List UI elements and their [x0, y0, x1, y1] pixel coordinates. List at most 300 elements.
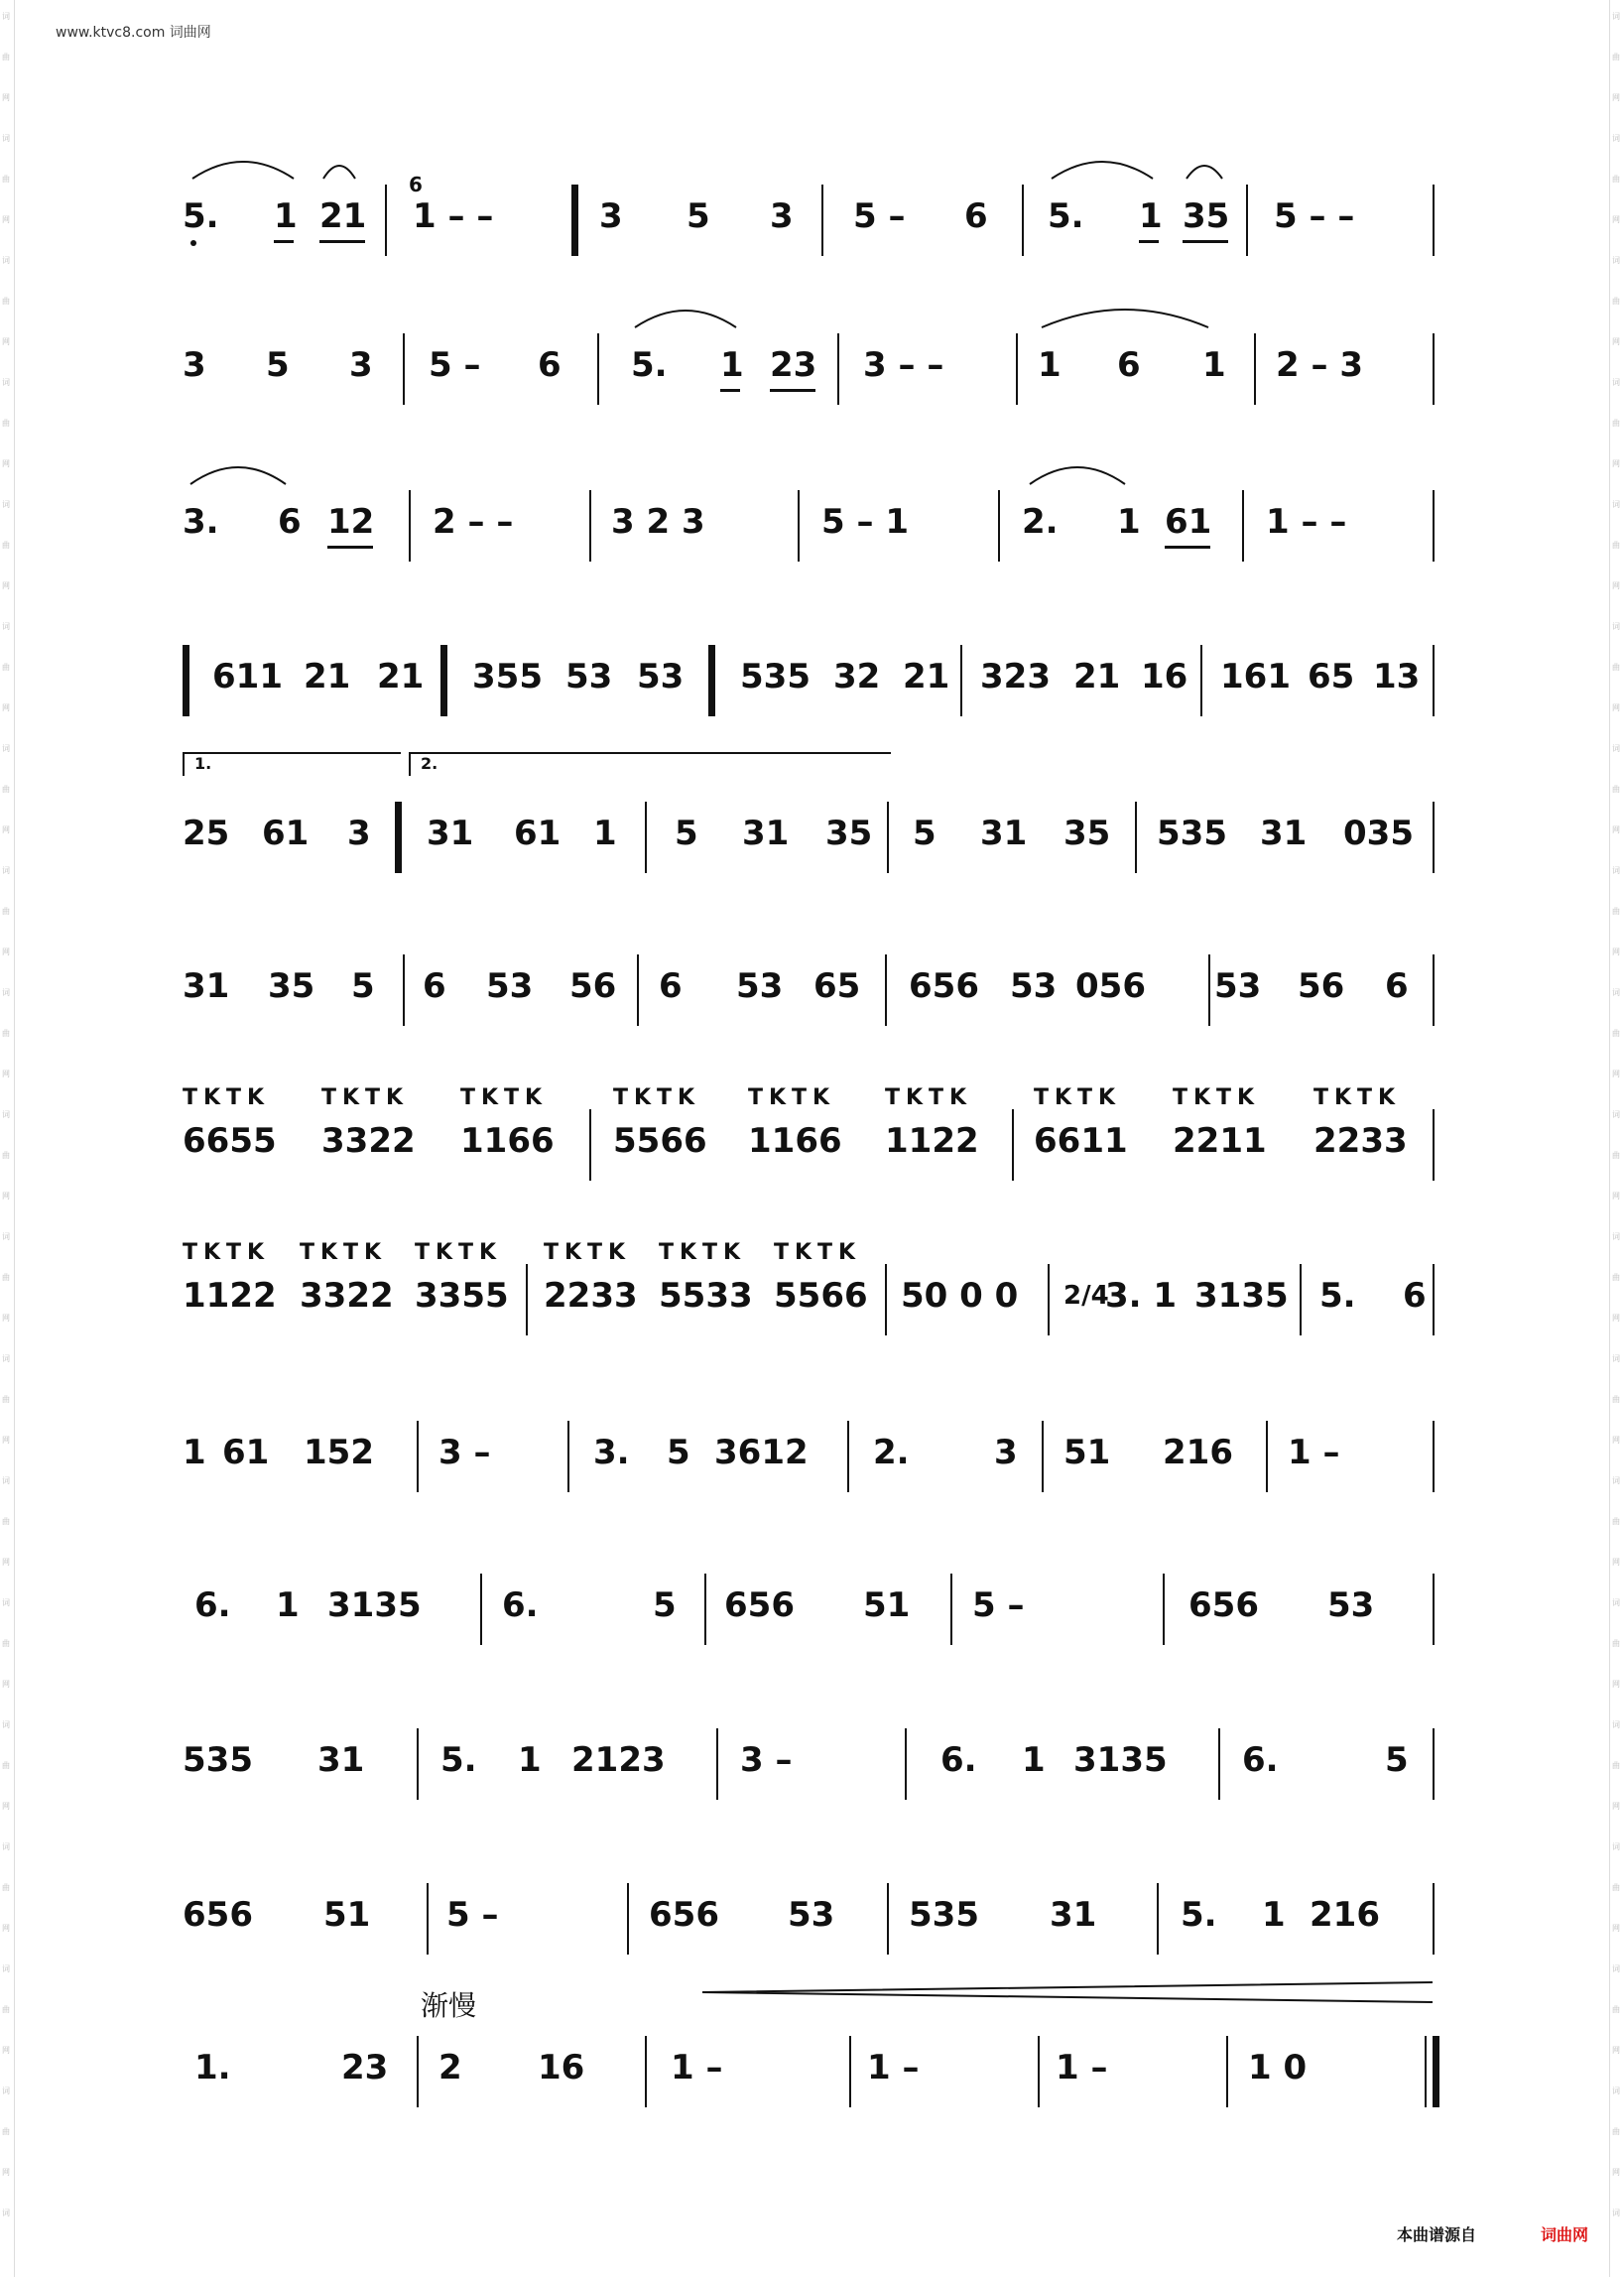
side-watermark-glyph: 网 [1612, 1192, 1620, 1201]
side-watermark-glyph: 词 [2, 866, 10, 875]
note: 31 [317, 1740, 365, 1780]
side-watermark-glyph: 词 [1612, 622, 1620, 631]
note: 5. [631, 345, 668, 385]
note: 656 [724, 1585, 795, 1625]
barline [1048, 1264, 1050, 1335]
note: 1166 [748, 1121, 842, 1161]
side-watermark-glyph: 词 [2, 1842, 10, 1851]
note: 3135 [327, 1585, 422, 1625]
side-watermark-glyph: 曲 [1612, 1395, 1620, 1404]
note: 53 [637, 657, 685, 696]
note: 656 [183, 1895, 253, 1935]
barline [885, 1264, 887, 1335]
note: 3 – [438, 1433, 491, 1472]
note: 611 [212, 657, 283, 696]
note: 5. [440, 1740, 477, 1780]
barline [1433, 1574, 1435, 1645]
underline [327, 546, 373, 549]
side-watermark-glyph: 曲 [1612, 1761, 1620, 1770]
tonguing-mark: TKTK [748, 1085, 836, 1110]
score-line-7 [179, 1085, 1438, 1193]
side-watermark-glyph: 网 [1612, 703, 1620, 712]
note: 5. [183, 196, 219, 236]
note: 1 – [1288, 1433, 1340, 1472]
side-watermark-glyph: 网 [2, 703, 10, 712]
side-watermark-glyph: 曲 [2, 541, 10, 550]
repeat-barline [440, 645, 447, 716]
side-watermark-glyph: 网 [1612, 1924, 1620, 1933]
tonguing-mark: TKTK [1173, 1085, 1261, 1110]
side-watermark-glyph: 曲 [2, 1029, 10, 1038]
note: 2. [873, 1433, 910, 1472]
score-line-11 [179, 1732, 1438, 1812]
tonguing-mark: TKTK [300, 1240, 388, 1265]
side-watermark-glyph: 曲 [2, 907, 10, 916]
side-watermark-glyph: 词 [2, 744, 10, 753]
side-watermark-glyph: 网 [1612, 2046, 1620, 2055]
side-watermark-glyph: 词 [2, 12, 10, 21]
barline [1226, 2036, 1228, 2107]
side-watermark-glyph: 词 [2, 988, 10, 997]
tonguing-mark: TKTK [885, 1085, 973, 1110]
side-watermark-glyph: 曲 [1612, 1029, 1620, 1038]
note: 6. [1242, 1740, 1279, 1780]
barline [385, 185, 387, 256]
note: 1. [194, 2048, 231, 2087]
note: 3 [599, 196, 623, 236]
note: 1 – [867, 2048, 920, 2087]
side-watermark-glyph: 网 [1612, 1680, 1620, 1689]
note: 3. [593, 1433, 630, 1472]
side-watermark-glyph: 词 [2, 1598, 10, 1607]
score-line-8 [179, 1240, 1438, 1347]
volta-second-ending [409, 752, 891, 776]
barline [1200, 645, 1202, 716]
side-watermark-glyph: 词 [1612, 134, 1620, 143]
note: 1122 [885, 1121, 979, 1161]
slur [187, 458, 290, 488]
note: 65 [1308, 657, 1355, 696]
note: 161 [1220, 657, 1291, 696]
note: 53 [1010, 966, 1058, 1006]
side-watermark-glyph: 曲 [2, 419, 10, 428]
side-watermark-glyph: 网 [2, 1802, 10, 1811]
side-watermark-glyph: 网 [1612, 1436, 1620, 1445]
note: 2233 [1313, 1121, 1408, 1161]
side-watermark-glyph: 曲 [2, 1639, 10, 1648]
note: 21 [903, 657, 950, 696]
side-watermark-glyph: 词 [2, 1720, 10, 1729]
side-watermark-glyph: 曲 [1612, 175, 1620, 184]
note: 2233 [544, 1276, 638, 1316]
side-watermark-glyph: 网 [2, 2046, 10, 2055]
note: 535 [1157, 814, 1227, 853]
side-watermark-glyph: 词 [2, 378, 10, 387]
barline [1163, 1574, 1165, 1645]
side-watermark-glyph: 曲 [2, 1151, 10, 1160]
note: 2 – – [433, 502, 514, 542]
side-watermark-glyph: 词 [2, 256, 10, 265]
note: 6 [538, 345, 562, 385]
note: 31 [1260, 814, 1308, 853]
side-watermark-glyph: 网 [1612, 1558, 1620, 1567]
side-watermark-glyph: 网 [1612, 93, 1620, 102]
underline [1183, 240, 1228, 243]
barline [645, 802, 647, 873]
repeat-end-barline [571, 185, 578, 256]
note: 535 [183, 1740, 253, 1780]
note: 35 [1183, 196, 1230, 236]
barline [998, 490, 1000, 562]
note: 5 [687, 196, 710, 236]
barline [1218, 1728, 1220, 1800]
note: 12 [327, 502, 375, 542]
note: 53 [1214, 966, 1262, 1006]
barline [905, 1728, 907, 1800]
slur [1183, 153, 1226, 183]
barline [1433, 185, 1435, 256]
tempo-marking: 渐慢 [421, 1989, 477, 2022]
underline [770, 389, 815, 392]
side-watermark-glyph: 曲 [2, 53, 10, 62]
repeat-end-barline [395, 802, 402, 873]
note: 5 [913, 814, 937, 853]
side-watermark-glyph: 曲 [2, 297, 10, 306]
note: 53 [486, 966, 534, 1006]
note: 1 [1038, 345, 1062, 385]
note: 2123 [571, 1740, 666, 1780]
barline [589, 490, 591, 562]
note: 1 [276, 1585, 300, 1625]
barline [1433, 1421, 1435, 1492]
barline [1300, 1264, 1302, 1335]
note: 6 [1117, 345, 1141, 385]
note: 2211 [1173, 1121, 1267, 1161]
side-watermark-glyph: 词 [2, 1964, 10, 1973]
side-watermark-glyph: 网 [1612, 215, 1620, 224]
side-watermark-glyph: 词 [1612, 1476, 1620, 1485]
note: 51 [1063, 1433, 1111, 1472]
barline [403, 954, 405, 1026]
note: 5. [1048, 196, 1084, 236]
side-watermark-glyph: 词 [2, 2087, 10, 2095]
note: 6. [940, 1740, 977, 1780]
barline [1157, 1883, 1159, 1955]
side-watermark-glyph: 网 [2, 1680, 10, 1689]
side-watermark-glyph: 曲 [1612, 297, 1620, 306]
side-watermark-glyph: 网 [1612, 825, 1620, 834]
decrescendo-hairpin [702, 1980, 1437, 2004]
note: 31 [1050, 1895, 1097, 1935]
note: 53 [565, 657, 613, 696]
note: 1122 [183, 1276, 277, 1316]
score-line-6 [179, 958, 1438, 1038]
score-line-13 [179, 2040, 1438, 2119]
note: 65 [813, 966, 861, 1006]
volta-label: 1. [194, 754, 212, 773]
tonguing-mark: TKTK [774, 1240, 862, 1265]
side-watermark-glyph: 曲 [1612, 907, 1620, 916]
side-watermark-glyph: 曲 [2, 1883, 10, 1892]
note: 3 [349, 345, 373, 385]
score-line-5 [179, 806, 1438, 885]
note: 3322 [300, 1276, 394, 1316]
note: 6 [278, 502, 302, 542]
side-watermark-glyph: 网 [1612, 948, 1620, 956]
note: 61 [262, 814, 310, 853]
note: 5. [1319, 1276, 1356, 1316]
note: 1 – [671, 2048, 723, 2087]
note: 61 [514, 814, 562, 853]
volta-label: 2. [421, 754, 438, 773]
side-watermark-glyph: 词 [1612, 744, 1620, 753]
side-watermark-glyph: 曲 [2, 785, 10, 794]
barline [645, 2036, 647, 2107]
note: 61 [1165, 502, 1212, 542]
note: 3 2 3 [611, 502, 705, 542]
barline [427, 1883, 429, 1955]
side-watermark-glyph: 网 [2, 1436, 10, 1445]
side-watermark-glyph: 曲 [1612, 541, 1620, 550]
right-margin-strip [1609, 0, 1624, 2277]
note: 1 [1139, 196, 1163, 236]
side-watermark-glyph: 网 [1612, 581, 1620, 590]
note: 6655 [183, 1121, 277, 1161]
note: 35 [268, 966, 315, 1006]
note: 6 [423, 966, 446, 1006]
side-watermark-glyph: 词 [1612, 1842, 1620, 1851]
side-watermark-glyph: 网 [2, 337, 10, 346]
note: 3. 1 [1105, 1276, 1178, 1316]
underline [720, 389, 740, 392]
note: 1 [1117, 502, 1141, 542]
barline [1042, 1421, 1044, 1492]
note: 656 [909, 966, 979, 1006]
volta-first-ending [183, 752, 401, 776]
side-watermark-glyph: 曲 [1612, 1273, 1620, 1282]
underline [274, 240, 294, 243]
note: 5 [266, 345, 290, 385]
note: 056 [1075, 966, 1146, 1006]
side-watermark-glyph: 曲 [2, 1395, 10, 1404]
barline [716, 1728, 718, 1800]
side-watermark-glyph: 词 [2, 1110, 10, 1119]
tonguing-mark: TKTK [460, 1085, 549, 1110]
side-watermark-glyph: 词 [1612, 1720, 1620, 1729]
side-watermark-glyph: 网 [2, 2168, 10, 2177]
side-watermark-glyph: 网 [1612, 1314, 1620, 1323]
note: 1 [1022, 1740, 1046, 1780]
final-barline-thick [1433, 2036, 1439, 2107]
side-watermark-glyph: 词 [2, 134, 10, 143]
note: 1 0 [1248, 2048, 1308, 2087]
note: 5566 [774, 1276, 868, 1316]
note: 3 – [740, 1740, 793, 1780]
note: 5 [667, 1433, 690, 1472]
barline [1433, 1264, 1435, 1335]
side-watermark-glyph: 曲 [1612, 1151, 1620, 1160]
note: 23 [770, 345, 817, 385]
side-watermark-glyph: 词 [2, 622, 10, 631]
note: 31 [427, 814, 474, 853]
side-watermark-glyph: 网 [2, 1924, 10, 1933]
side-watermark-glyph: 网 [1612, 337, 1620, 346]
repeat-start-barline [183, 645, 189, 716]
note: 1 [183, 1433, 206, 1472]
note: 355 [472, 657, 543, 696]
note: 6 [1403, 1276, 1427, 1316]
barline [597, 333, 599, 405]
left-margin-strip [0, 0, 15, 2277]
barline [1038, 2036, 1040, 2107]
side-watermark-glyph: 词 [2, 1476, 10, 1485]
note: 31 [742, 814, 790, 853]
side-watermark-glyph: 网 [2, 825, 10, 834]
note: 216 [1163, 1433, 1233, 1472]
side-watermark-glyph: 词 [1612, 1232, 1620, 1241]
tonguing-mark: TKTK [415, 1240, 503, 1265]
side-watermark-glyph: 曲 [1612, 1639, 1620, 1648]
tonguing-mark: TKTK [613, 1085, 701, 1110]
footer-source-label: 本曲谱源自 [1397, 2225, 1477, 2244]
barline [821, 185, 823, 256]
side-watermark-glyph: 曲 [1612, 419, 1620, 428]
side-watermark-glyph: 网 [2, 948, 10, 956]
note: 3135 [1073, 1740, 1168, 1780]
watermark-text: www.ktvc8.com 词曲网 [56, 25, 211, 41]
low-octave-dot [190, 240, 196, 246]
side-watermark-glyph: 曲 [2, 1517, 10, 1526]
side-watermark-glyph: 词 [1612, 866, 1620, 875]
side-watermark-glyph: 网 [2, 1558, 10, 1567]
side-watermark-glyph: 曲 [2, 175, 10, 184]
barline [589, 1109, 591, 1181]
note: 1 – – [1266, 502, 1347, 542]
note: 2 – 3 [1276, 345, 1363, 385]
barline [1433, 333, 1435, 405]
side-watermark-glyph: 词 [2, 1232, 10, 1241]
note: 21 [319, 196, 367, 236]
note: 31 [980, 814, 1028, 853]
side-watermark-glyph: 词 [2, 2209, 10, 2217]
side-watermark-glyph: 网 [2, 215, 10, 224]
final-barline-thin [1425, 2036, 1427, 2107]
note: 5. [1181, 1895, 1217, 1935]
side-watermark-glyph: 网 [1612, 2168, 1620, 2177]
note: 035 [1343, 814, 1414, 853]
barline [1208, 954, 1210, 1026]
note: 2 [438, 2048, 462, 2087]
note: 6 [659, 966, 683, 1006]
note: 21 [377, 657, 425, 696]
note: 21 [1073, 657, 1121, 696]
barline [885, 954, 887, 1026]
underline [1165, 546, 1210, 549]
side-watermark-glyph: 网 [2, 581, 10, 590]
slur [188, 153, 298, 183]
side-watermark-glyph: 词 [1612, 1354, 1620, 1363]
barline [1266, 1421, 1268, 1492]
barline [1433, 1883, 1435, 1955]
barline [1433, 645, 1435, 716]
note: 6 [1385, 966, 1409, 1006]
tonguing-mark: TKTK [544, 1240, 632, 1265]
tonguing-mark: TKTK [183, 1240, 271, 1265]
side-watermark-glyph: 词 [1612, 12, 1620, 21]
note: 16 [538, 2048, 585, 2087]
footer-site-link[interactable]: 词曲网 [1541, 2225, 1589, 2244]
underline [319, 240, 365, 243]
side-watermark-glyph: 词 [1612, 988, 1620, 997]
barline [637, 954, 639, 1026]
note: 1166 [460, 1121, 555, 1161]
note: 3 – – [863, 345, 944, 385]
side-watermark-glyph: 词 [2, 500, 10, 509]
barline [1433, 490, 1435, 562]
grace-note: 6 [409, 173, 423, 196]
barline [526, 1264, 528, 1335]
note: 152 [304, 1433, 374, 1472]
barline [1433, 954, 1435, 1026]
side-watermark-glyph: 网 [2, 93, 10, 102]
note: 535 [909, 1895, 979, 1935]
side-watermark-glyph: 词 [2, 1354, 10, 1363]
side-watermark-glyph: 词 [1612, 378, 1620, 387]
note: 56 [569, 966, 617, 1006]
barline [887, 802, 889, 873]
note: 656 [1188, 1585, 1259, 1625]
note: 51 [863, 1585, 911, 1625]
tonguing-mark: TKTK [659, 1240, 747, 1265]
barline [1135, 802, 1137, 873]
score-line-10 [179, 1578, 1438, 1657]
note: 1 [1202, 345, 1226, 385]
side-watermark-glyph: 词 [1612, 1598, 1620, 1607]
slur [1048, 153, 1157, 183]
barline [1012, 1109, 1014, 1181]
note: 5 – 1 [821, 502, 909, 542]
note: 6 [964, 196, 988, 236]
barline [950, 1574, 952, 1645]
note: 32 [833, 657, 881, 696]
side-watermark-glyph: 词 [1612, 2087, 1620, 2095]
score-line-1 [179, 173, 1438, 268]
side-watermark-glyph: 网 [1612, 1802, 1620, 1811]
side-watermark-glyph: 词 [1612, 1964, 1620, 1973]
slur [631, 302, 740, 331]
side-watermark-glyph: 曲 [2, 663, 10, 672]
score-line-2 [179, 337, 1438, 417]
barline [847, 1421, 849, 1492]
barline [887, 1883, 889, 1955]
note: 3355 [415, 1276, 509, 1316]
side-watermark-glyph: 网 [1612, 459, 1620, 468]
note: 1 [720, 345, 744, 385]
side-watermark-glyph: 词 [1612, 256, 1620, 265]
barline [1242, 490, 1244, 562]
barline [704, 1574, 706, 1645]
side-watermark-glyph: 曲 [2, 1761, 10, 1770]
note: 16 [1141, 657, 1188, 696]
side-watermark-glyph: 网 [2, 1192, 10, 1201]
note: 5533 [659, 1276, 753, 1316]
side-watermark-glyph: 曲 [1612, 1883, 1620, 1892]
slur [319, 153, 359, 183]
note: 2. [1022, 502, 1059, 542]
note: 21 [304, 657, 351, 696]
barline [837, 333, 839, 405]
slur [1038, 302, 1212, 331]
